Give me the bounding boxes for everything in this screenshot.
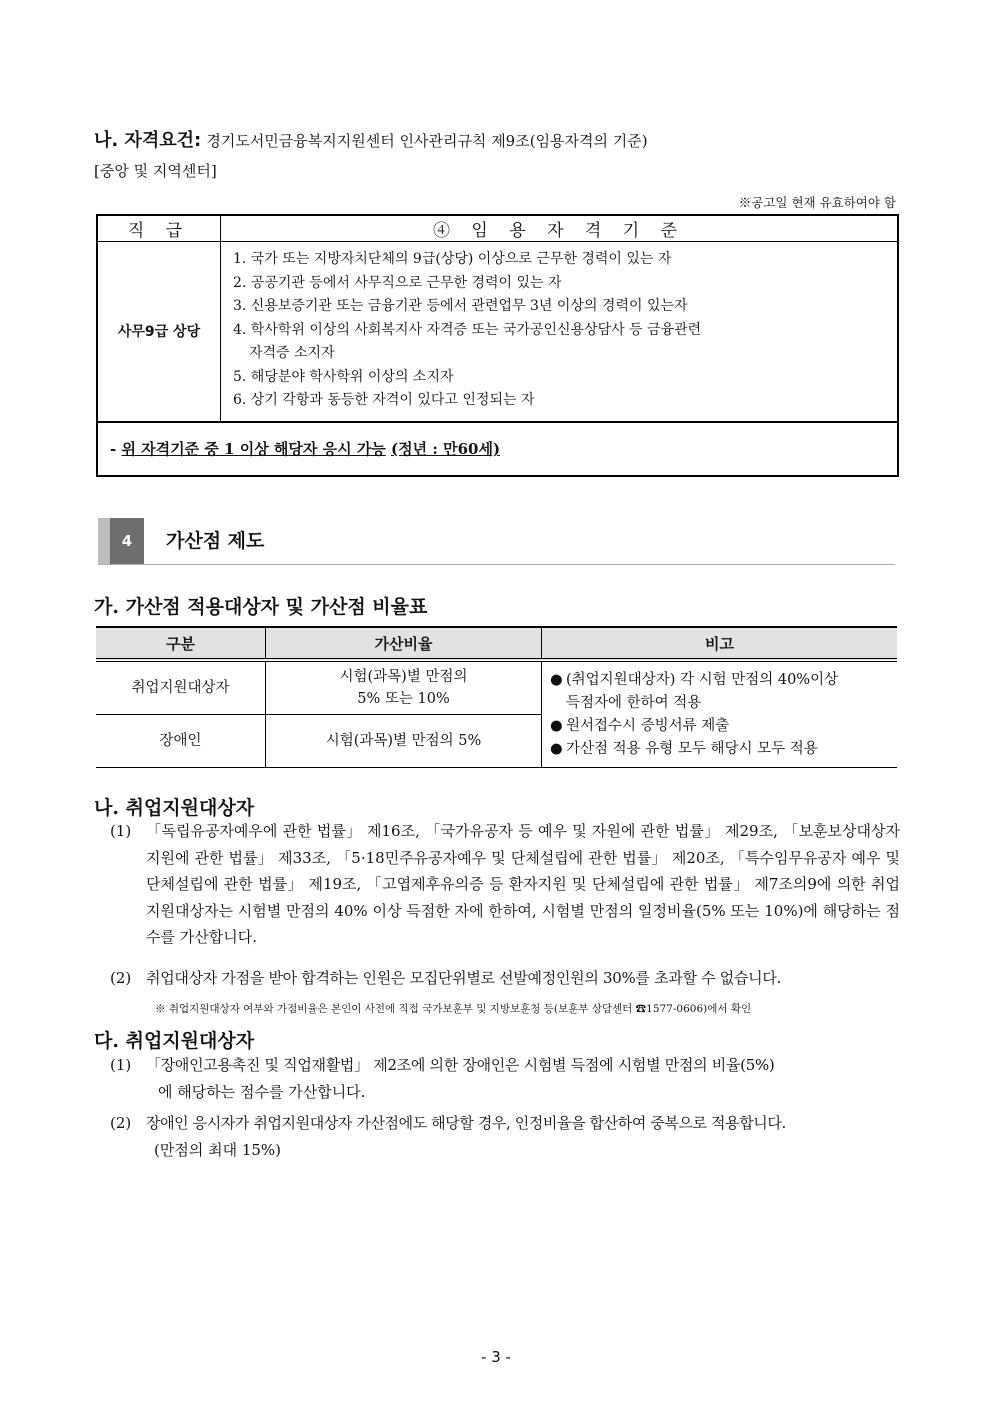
item-text: 취업대상자 가점을 받아 합격하는 인원은 모집단위별로 선발예정인원의 30%를 초과할 수 없습니다. <box>146 969 782 987</box>
remarks-cell <box>542 660 898 768</box>
header-remarks: 비고 <box>542 627 898 660</box>
criteria-item: 1. 국가 또는 지방자치단체의 9급(상당) 이상으로 근무한 경력이 있는 자 <box>233 251 672 267</box>
criteria-item: 3. 신용보증기관 또는 금융기관 등에서 관련업무 3년 이상의 경력이 있는자 <box>233 298 688 314</box>
criteria-item-continued: 자격증 소지자 <box>249 345 335 361</box>
header-rate: 가산비율 <box>266 627 542 660</box>
disabled-item <box>110 1110 900 1163</box>
header-criteria: ④ 임 용 자 격 기 준 <box>221 215 899 242</box>
bonus-heading: 가. 가산점 적용대상자 및 가산점 비율표 <box>94 596 428 618</box>
qualification-note: ※공고일 현재 유효하여야 함 <box>738 195 896 210</box>
item-text-line: 에 해당하는 점수를 가산합니다. <box>158 1082 366 1101</box>
section-header <box>98 518 895 565</box>
bonus-table <box>96 626 897 768</box>
qualification-scope: [중앙 및 지역센터] <box>94 162 217 180</box>
criteria-item: 6. 상기 각항과 동등한 자격이 있다고 인정되는 자 <box>233 392 535 408</box>
bullet-icon: ● <box>550 740 563 757</box>
employment-support-heading: 나. 취업지원대상자 <box>94 797 255 819</box>
criteria-item: 4. 학사학위 이상의 사회복지사 자격증 또는 국가공인신용상담사 등 금융관련 <box>233 321 702 338</box>
employment-support-note: ※ 취업지원대상자 여부와 가점비율은 본인이 사전에 직접 국가보훈부 및 지방보훈청 등(보훈부 상담센터 ☎1577-0606)에서 확인 <box>155 1003 752 1015</box>
page-number: - 3 - <box>481 1348 511 1366</box>
item-number: (2) <box>110 969 132 987</box>
category-cell: 취업지원대상자 <box>131 680 230 696</box>
remark-text: 원서접수시 증빙서류 제출 <box>566 717 730 734</box>
section-bar-accent <box>98 518 110 564</box>
qualification-table <box>96 214 899 477</box>
remark-item <box>550 715 891 738</box>
item-text-line: (만점의 최대 15%) <box>154 1140 282 1159</box>
qualification-value: 경기도서민금융복지지원센터 인사관리규칙 제9조(임용자격의 기준) <box>206 132 648 150</box>
criteria-list <box>221 242 899 422</box>
footer-age: (정년 : 만60세) <box>391 440 501 458</box>
footer-dash: - <box>110 440 122 458</box>
item-text-line: 장애인 응시자가 취업지원대상자 가산점에도 해당할 경우, 인정비율을 합산하여 중복으로 적용합니다. <box>146 1114 786 1132</box>
qualification-label: 나. 자격요건: <box>94 130 202 151</box>
grade-cell: 사무9급 상당 <box>97 242 221 422</box>
remark-text-continued: 득점자에 한하여 적용 <box>566 694 702 711</box>
bullet-icon: ● <box>550 671 563 688</box>
remark-item <box>550 669 891 692</box>
item-text-line: 「장애인고용촉진 및 직업재활법」 제2조에 의한 장애인은 시험별 득점에 시험별 만점의 비율(5%) <box>146 1056 775 1074</box>
remark-text: (취업지원대상자) 각 시험 만점의 40%이상 <box>566 671 839 688</box>
rate-line: 5% 또는 10% <box>357 691 450 707</box>
header-grade: 직 급 <box>97 215 221 242</box>
disabled-item <box>110 1052 900 1105</box>
qualification-footer <box>97 422 898 476</box>
qualification-heading <box>94 126 648 152</box>
remark-text: 가산점 적용 유형 모두 해당시 모두 적용 <box>566 740 818 757</box>
employment-support-item <box>110 818 900 951</box>
item-number: (2) <box>110 1114 132 1132</box>
remark-item <box>550 738 891 761</box>
rate-cell <box>266 660 542 715</box>
disabled-heading: 다. 취업지원대상자 <box>94 1030 255 1052</box>
header-category: 구분 <box>96 627 266 660</box>
item-number: (1) <box>110 1056 132 1074</box>
section-number: 4 <box>110 518 144 564</box>
footer-main: 위 자격기준 중 1 이상 해당자 응시 가능 <box>121 440 386 458</box>
category-cell: 장애인 <box>96 715 266 768</box>
rate-line: 시험(과목)별 만점의 <box>339 669 468 685</box>
criteria-item: 5. 해당분야 학사학위 이상의 소지자 <box>233 368 454 385</box>
rate-cell: 시험(과목)별 만점의 5% <box>266 715 542 768</box>
section-title: 가산점 제도 <box>166 530 265 552</box>
employment-support-item <box>110 965 900 992</box>
item-number: (1) <box>110 822 132 840</box>
item-text: 「독립유공자예우에 관한 법률」 제16조, 「국가유공자 등 예우 및 자원에 관한 법률」 제29조, 「보훈보상대상자 지원에 관한 법률」 제33조, 「5·18민주유공자예우 및 단체설립에 관한 법률」 제20조, 「특수임무유공자 예우 및 단체설립에 관한 법률」 제19조, 「고엽제후유의증 등 환자지원 및 단체설립에 관한 법률」 제7조의9에 의한 취업지원대상자는 시험별 만점의 40% 이상 득점한 자에 한하여, 시험별 만점의 일정비율(5% 또는 10%)에 해당하는 점수를 가산합니다. <box>146 822 900 946</box>
bullet-icon: ● <box>550 717 563 734</box>
criteria-item: 2. 공공기관 등에서 사무직으로 근무한 경력이 있는 자 <box>233 274 562 291</box>
